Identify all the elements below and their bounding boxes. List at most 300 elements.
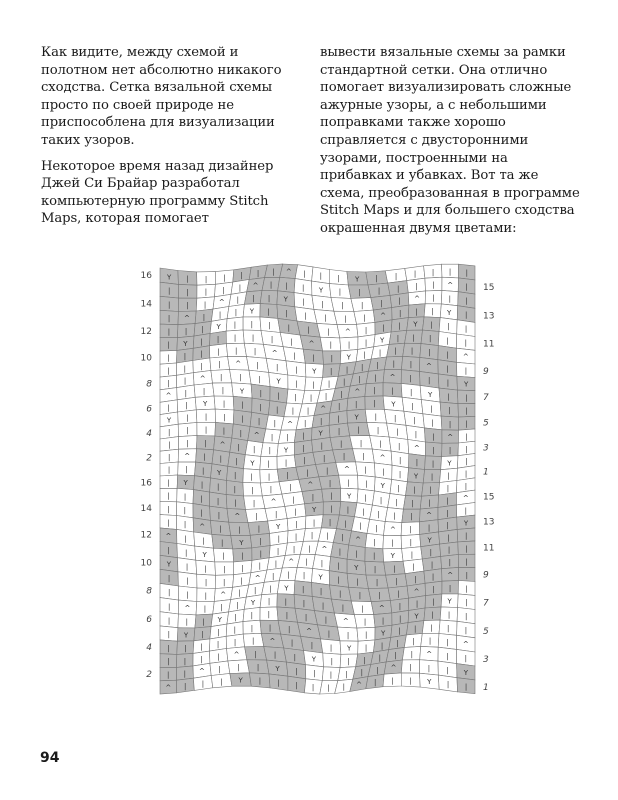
stitch-symbol: Y: [413, 320, 418, 329]
stitch-symbol: |: [398, 627, 401, 635]
stitch-symbol: |: [431, 307, 434, 316]
stitch-symbol: Y: [312, 506, 317, 515]
stitch-symbol: |: [380, 299, 383, 308]
stitch-symbol: |: [238, 589, 241, 598]
stitch-symbol: |: [275, 510, 278, 519]
stitch-symbol: |: [277, 679, 280, 688]
stitch-symbol: |: [464, 482, 468, 491]
stitch-symbol: |: [295, 667, 298, 676]
stitch-symbol: Y: [380, 336, 385, 345]
stitch-symbol: |: [308, 544, 311, 553]
stitch-symbol: |: [186, 301, 189, 310]
stitch-symbol: |: [337, 415, 340, 423]
stitch-symbol: |: [276, 405, 279, 414]
stitch-symbol: ^: [414, 295, 420, 304]
stitch-symbol: |: [217, 511, 221, 520]
stitch-symbol: ^: [380, 312, 386, 320]
stitch-symbol: |: [200, 337, 203, 346]
stitch-symbol: |: [293, 653, 296, 662]
stitch-symbol: ^: [270, 498, 277, 507]
stitch-symbol: ^: [234, 512, 241, 521]
stitch-symbol: |: [167, 546, 170, 555]
stitch-symbol: ^: [425, 362, 432, 371]
stitch-symbol: |: [392, 360, 395, 369]
stitch-symbol: |: [382, 324, 385, 333]
stitch-symbol: Y: [183, 479, 188, 488]
stitch-symbol: |: [320, 442, 323, 450]
stitch-symbol: |: [186, 590, 189, 599]
stitch-symbol: |: [465, 269, 468, 277]
row-label-left: 8: [146, 586, 152, 597]
stitch-symbol: |: [287, 323, 290, 332]
stitch-symbol: |: [330, 505, 333, 514]
stitch-symbol: |: [464, 339, 467, 348]
stitch-symbol: |: [324, 314, 327, 323]
stitch-symbol: |: [398, 297, 401, 306]
stitch-symbol: ^: [252, 281, 259, 290]
row-label-left: 6: [146, 614, 152, 625]
stitch-symbol: |: [259, 549, 262, 558]
stitch-symbol: |: [204, 591, 207, 600]
stitch-symbol: |: [465, 584, 468, 593]
stitch-symbol: |: [391, 386, 394, 395]
stitch-symbol: Y: [203, 400, 208, 408]
stitch-symbol: ^: [184, 604, 191, 613]
stitch-symbol: |: [167, 466, 171, 475]
stitch-symbol: |: [310, 531, 314, 540]
stitch-symbol: |: [447, 322, 450, 331]
stitch-symbol: |: [218, 310, 222, 319]
stitch-symbol: |: [415, 458, 419, 467]
stitch-symbol: |: [274, 559, 278, 568]
stitch-symbol: |: [413, 270, 417, 279]
stitch-symbol: |: [374, 678, 377, 687]
stitch-symbol: |: [465, 571, 468, 580]
stitch-symbol: ^: [165, 683, 172, 692]
stitch-symbol: |: [447, 624, 450, 633]
stitch-symbol: |: [341, 301, 344, 310]
stitch-symbol: ^: [220, 591, 227, 600]
stitch-symbol: |: [284, 597, 287, 606]
stitch-symbol: |: [346, 505, 350, 514]
stitch-symbol: Y: [283, 446, 289, 455]
stitch-symbol: |: [302, 585, 305, 594]
stitch-symbol: |: [312, 380, 315, 389]
stitch-symbol: |: [319, 587, 323, 596]
stitch-symbol: ^: [165, 391, 172, 400]
stitch-symbol: |: [269, 485, 273, 494]
stitch-symbol: |: [223, 565, 226, 574]
stitch-symbol: |: [258, 677, 262, 686]
row-label-right: 15: [483, 492, 495, 503]
stitch-symbol: |: [183, 506, 186, 515]
stitch-symbol: |: [363, 618, 367, 627]
stitch-symbol: |: [217, 348, 220, 356]
stitch-symbol: |: [447, 610, 451, 619]
stitch-symbol: ^: [343, 465, 350, 474]
stitch-symbol: |: [358, 375, 361, 384]
stitch-symbol: |: [397, 590, 400, 599]
stitch-symbol: |: [464, 325, 468, 334]
stitch-symbol: |: [397, 285, 400, 293]
stitch-symbol: |: [363, 351, 366, 360]
stitch-symbol: |: [167, 505, 170, 514]
stitch-symbol: |: [184, 644, 187, 653]
stitch-symbol: |: [364, 338, 368, 347]
stitch-symbol: |: [217, 628, 220, 637]
stitch-symbol: |: [302, 444, 305, 453]
stitch-symbol: |: [295, 379, 298, 388]
right-column: [320, 44, 580, 246]
paragraph: Некоторое время назад дизайнер Джей Си Брайар разработал компьютерную программу Stitch Maps, которая помогает: [41, 158, 274, 227]
stitch-symbol: |: [273, 651, 277, 660]
stitch-symbol: |: [448, 446, 452, 455]
stitch-symbol: |: [259, 537, 262, 546]
stitch-symbol: |: [413, 486, 416, 495]
stitch-symbol: |: [346, 631, 350, 640]
row-label-right: 3: [483, 655, 489, 665]
stitch-symbol: Y: [355, 275, 360, 284]
stitch-symbol: |: [324, 392, 328, 401]
stitch-symbol: |: [167, 479, 170, 487]
stitch-symbol: |: [361, 605, 364, 613]
stitch-symbol: |: [184, 389, 187, 398]
stitch-symbol: |: [302, 432, 305, 441]
stitch-symbol: |: [312, 353, 315, 362]
stitch-symbol: |: [337, 274, 340, 283]
stitch-symbol: ^: [254, 574, 261, 583]
stitch-symbol: |: [448, 267, 452, 276]
stitch-symbol: Y: [346, 492, 352, 501]
stitch-symbol: |: [270, 433, 274, 442]
stitch-symbol: |: [430, 321, 433, 329]
stitch-symbol: |: [184, 682, 187, 691]
stitch-symbol: |: [465, 394, 468, 402]
stitch-symbol: |: [465, 407, 468, 416]
stitch-symbol: |: [446, 379, 450, 388]
stitch-symbol: |: [394, 414, 397, 423]
stitch-symbol: |: [323, 454, 326, 463]
stitch-symbol: |: [321, 601, 325, 610]
stitch-symbol: |: [185, 563, 189, 571]
stitch-symbol: |: [291, 407, 295, 416]
stitch-symbol: |: [399, 614, 402, 623]
stitch-symbol: |: [239, 373, 242, 382]
row-label-right: 13: [483, 517, 495, 528]
stitch-symbol: |: [201, 630, 204, 639]
stitch-symbol: ^: [389, 373, 396, 382]
stitch-symbol: |: [221, 386, 225, 395]
stitch-symbol: Y: [217, 469, 222, 478]
stitch-symbol: |: [251, 486, 254, 495]
stitch-symbol: |: [327, 380, 331, 389]
stitch-symbol: |: [250, 611, 253, 620]
stitch-symbol: |: [465, 558, 468, 566]
stitch-symbol: |: [429, 486, 432, 495]
stitch-symbol: Y: [318, 429, 323, 438]
stitch-symbol: |: [341, 604, 345, 612]
stitch-symbol: |: [220, 677, 223, 686]
stitch-symbol: |: [223, 578, 226, 587]
stitch-symbol: |: [373, 551, 376, 560]
stitch-symbol: |: [394, 347, 397, 356]
stitch-symbol: |: [446, 497, 449, 505]
stitch-symbol: |: [396, 334, 400, 343]
row-label-right: 1: [483, 467, 489, 478]
stitch-symbol: |: [201, 680, 205, 688]
stitch-symbol: |: [329, 643, 333, 652]
stitch-symbol: |: [167, 644, 170, 653]
stitch-symbol: Y: [347, 644, 352, 653]
stitch-symbol: Y: [390, 552, 395, 561]
stitch-symbol: Y: [249, 307, 255, 316]
stitch-symbol: |: [428, 348, 431, 357]
stitch-symbol: |: [328, 479, 332, 488]
row-label-left: 4: [146, 642, 152, 653]
stitch-symbol: |: [378, 654, 381, 662]
stitch-symbol: Y: [311, 655, 317, 664]
stitch-symbol: |: [200, 494, 203, 503]
stitch-symbol: |: [430, 404, 433, 413]
stitch-symbol: |: [396, 639, 399, 648]
stitch-symbol: |: [338, 547, 342, 556]
stitch-symbol: |: [222, 552, 225, 561]
stitch-symbol: |: [185, 618, 188, 627]
stitch-symbol: ^: [389, 525, 396, 534]
stitch-symbol: |: [204, 439, 207, 448]
stitch-symbol: |: [240, 271, 243, 280]
stitch-symbol: |: [284, 458, 288, 467]
stitch-symbol: |: [427, 524, 431, 532]
stitch-symbol: |: [218, 360, 221, 369]
stitch-symbol: Y: [354, 564, 359, 573]
stitch-symbol: |: [222, 399, 226, 408]
stitch-symbol: |: [412, 333, 415, 342]
stitch-symbol: |: [395, 498, 398, 507]
stitch-symbol: |: [167, 366, 170, 375]
stitch-symbol: Y: [166, 273, 172, 282]
stitch-symbol: |: [465, 544, 468, 553]
stitch-symbol: |: [295, 366, 298, 374]
stitch-symbol: ^: [355, 536, 362, 545]
stitch-symbol: |: [337, 427, 341, 436]
stitch-symbol: ^: [253, 431, 260, 440]
stitch-symbol: |: [277, 535, 280, 544]
stitch-symbol: |: [183, 492, 187, 501]
stitch-symbol: |: [393, 565, 396, 573]
stitch-symbol: |: [218, 665, 221, 674]
stitch-map-svg: [130, 250, 500, 715]
stitch-symbol: |: [345, 670, 348, 679]
stitch-symbol: |: [302, 298, 305, 306]
stitch-symbol: |: [340, 440, 343, 448]
stitch-symbol: |: [200, 480, 204, 489]
stitch-symbol: |: [410, 650, 413, 659]
stitch-symbol: |: [326, 532, 329, 540]
stitch-symbol: |: [250, 320, 253, 329]
stitch-symbol: Y: [239, 539, 244, 547]
stitch-symbol: |: [337, 576, 340, 584]
stitch-symbol: |: [394, 651, 397, 660]
stitch-symbol: |: [361, 363, 364, 372]
stitch-symbol: |: [347, 657, 350, 666]
stitch-symbol: ^: [413, 587, 420, 596]
stitch-symbol: |: [379, 496, 383, 505]
stitch-symbol: |: [398, 470, 402, 479]
stitch-symbol: |: [267, 294, 271, 303]
stitch-symbol: |: [447, 393, 450, 401]
stitch-symbol: |: [237, 663, 240, 672]
row-label-left: 10: [140, 558, 152, 569]
stitch-symbol: |: [204, 426, 208, 435]
stitch-symbol: ^: [413, 444, 420, 453]
stitch-symbol: |: [360, 668, 363, 677]
stitch-symbol: |: [255, 512, 258, 521]
stitch-symbol: |: [341, 533, 344, 542]
stitch-symbol: |: [432, 294, 435, 303]
stitch-symbol: |: [272, 572, 275, 581]
stitch-symbol: |: [254, 650, 257, 659]
stitch-symbol: |: [234, 613, 237, 622]
stitch-symbol: |: [464, 682, 468, 691]
stitch-symbol: |: [186, 275, 189, 283]
row-label-left: 6: [146, 404, 152, 415]
row-label-left: 14: [140, 299, 152, 310]
stitch-symbol: Y: [447, 459, 452, 468]
stitch-symbol: |: [447, 472, 450, 481]
stitch-symbol: |: [222, 286, 225, 295]
stitch-symbol: |: [327, 684, 330, 693]
stitch-symbol: |: [432, 598, 435, 607]
stitch-symbol: Y: [318, 573, 323, 582]
stitch-symbol: ^: [321, 545, 328, 554]
stitch-symbol: |: [294, 508, 297, 517]
stitch-symbol: ^: [462, 494, 469, 503]
stitch-symbol: |: [303, 456, 306, 465]
stitch-symbol: |: [168, 301, 171, 309]
stitch-symbol: |: [337, 561, 340, 570]
stitch-symbol: |: [347, 340, 351, 349]
stitch-symbol: |: [238, 283, 242, 292]
row-label-right: 9: [483, 570, 489, 581]
stitch-symbol: ^: [307, 481, 314, 490]
stitch-symbol: |: [364, 643, 368, 652]
stitch-symbol: |: [204, 288, 208, 297]
stitch-symbol: |: [376, 666, 379, 675]
stitch-symbol: |: [338, 288, 342, 297]
stitch-symbol: |: [185, 548, 188, 557]
stitch-symbol: Y: [463, 519, 469, 528]
stitch-symbol: ^: [447, 433, 454, 442]
stitch-symbol: |: [204, 564, 207, 573]
stitch-symbol: |: [446, 509, 449, 518]
stitch-symbol: |: [183, 352, 187, 361]
stitch-symbol: ^: [271, 349, 278, 358]
stitch-symbol: |: [168, 287, 171, 296]
stitch-symbol: |: [216, 335, 220, 344]
stitch-symbol: |: [382, 468, 385, 477]
stitch-symbol: |: [217, 483, 220, 492]
stitch-symbol: |: [219, 455, 222, 463]
stitch-symbol: Y: [202, 551, 207, 560]
stitch-symbol: |: [364, 326, 368, 335]
stitch-symbol: Y: [238, 676, 243, 685]
stitch-symbol: |: [201, 325, 204, 334]
stitch-symbol: ^: [426, 511, 432, 520]
stitch-symbol: |: [345, 365, 349, 374]
stitch-symbol: |: [320, 417, 323, 426]
stitch-symbol: ^: [308, 340, 315, 349]
stitch-symbol: |: [429, 548, 432, 557]
stitch-symbol: |: [202, 466, 205, 475]
stitch-symbol: |: [431, 459, 435, 468]
stitch-symbol: |: [355, 550, 358, 559]
stitch-symbol: |: [362, 452, 365, 461]
stitch-symbol: |: [304, 613, 308, 622]
stitch-symbol: |: [292, 496, 295, 504]
stitch-symbol: |: [342, 452, 346, 461]
stitch-symbol: |: [412, 637, 415, 646]
stitch-symbol: ^: [184, 452, 191, 461]
stitch-symbol: |: [167, 492, 170, 500]
row-label-left: 2: [146, 453, 152, 464]
stitch-symbol: Y: [276, 523, 281, 531]
stitch-symbol: |: [313, 669, 316, 678]
stitch-symbol: |: [269, 281, 273, 289]
stitch-symbol: ^: [390, 664, 397, 673]
stitch-symbol: |: [362, 508, 365, 516]
stitch-symbol: |: [465, 598, 468, 607]
stitch-symbol: |: [222, 427, 226, 436]
stitch-symbol: |: [276, 363, 279, 372]
stitch-symbol: |: [294, 532, 298, 541]
stitch-symbol: |: [414, 575, 417, 584]
stitch-symbol: |: [294, 393, 297, 402]
stitch-symbol: |: [253, 445, 256, 454]
stitch-symbol: |: [183, 520, 187, 529]
stitch-symbol: |: [241, 401, 244, 410]
stitch-symbol: |: [258, 375, 261, 384]
stitch-symbol: |: [185, 401, 188, 410]
stitch-symbol: |: [427, 664, 431, 673]
stitch-symbol: ^: [344, 328, 351, 336]
stitch-symbol: |: [267, 472, 271, 481]
stitch-symbol: |: [287, 571, 290, 580]
stitch-symbol: |: [330, 367, 333, 376]
stitch-symbol: |: [256, 361, 259, 370]
stitch-symbol: |: [167, 328, 171, 337]
stitch-symbol: |: [446, 365, 449, 373]
stitch-symbol: |: [397, 484, 400, 493]
stitch-symbol: |: [364, 493, 367, 502]
stitch-symbol: |: [446, 521, 449, 530]
stitch-symbol: |: [373, 399, 376, 408]
stitch-symbol: |: [377, 287, 381, 296]
stitch-symbol: |: [186, 288, 189, 297]
stitch-symbol: |: [309, 394, 313, 402]
stitch-symbol: |: [292, 545, 296, 554]
stitch-symbol: |: [235, 457, 238, 466]
stitch-symbol: Y: [380, 482, 385, 491]
stitch-symbol: |: [168, 428, 171, 437]
stitch-symbol: |: [285, 309, 288, 318]
paragraph: вывести вязальные схемы за рамки стандартной сетки. Она отлично помогает визуализировать сложные ажурные узоры, а с небольшими поправками также хорошо справляется с двусторонними узорами, построенными на прибавках и убавках. Вот та же схема, преобразованная в программе Stitch Maps и для большего сходства окрашенная двумя цветами:: [320, 45, 580, 236]
stitch-symbol: |: [363, 656, 366, 665]
stitch-symbol: |: [276, 547, 280, 556]
stitch-symbol: |: [329, 341, 332, 350]
stitch-symbol: |: [398, 602, 402, 611]
stitch-symbol: Y: [447, 597, 452, 606]
